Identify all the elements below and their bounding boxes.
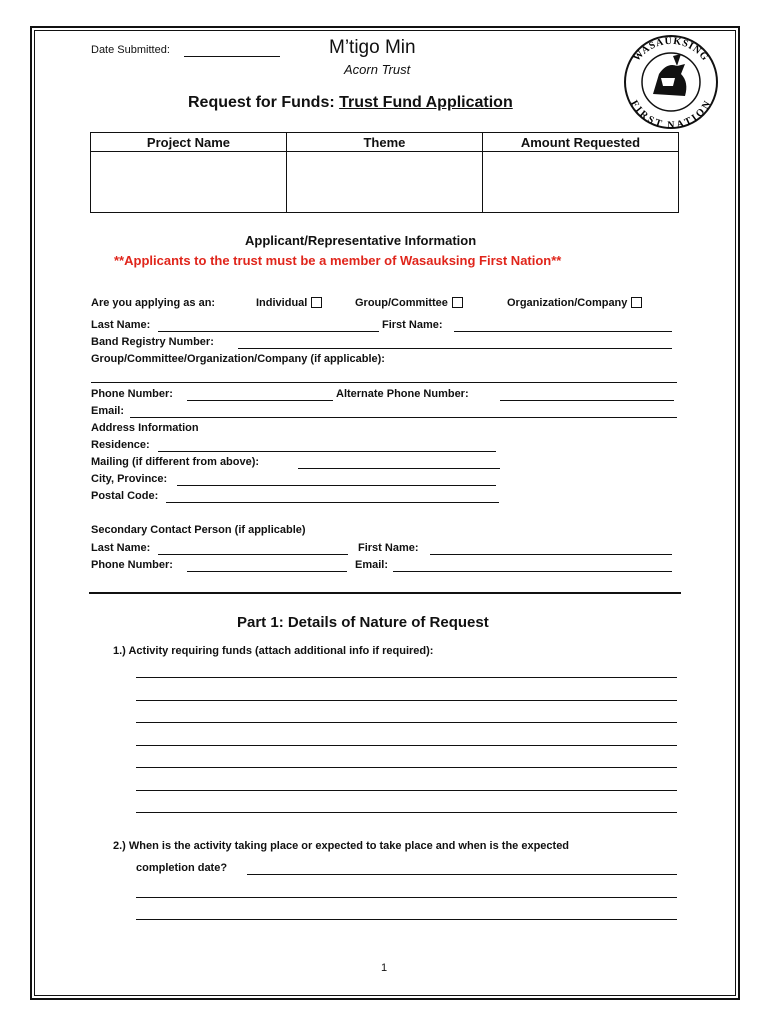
phone-field[interactable] (187, 400, 333, 401)
secondary-last-name-label: Last Name: (91, 542, 151, 554)
city-label: City, Province: (91, 473, 168, 485)
city-field[interactable] (177, 485, 496, 486)
secondary-heading: Secondary Contact Person (if applicable) (91, 524, 306, 536)
mailing-field[interactable] (298, 468, 500, 469)
page-number: 1 (381, 962, 388, 974)
part1-heading: Part 1: Details of Nature of Request (237, 614, 489, 631)
first-name-label: First Name: (382, 319, 443, 331)
applicant-heading: Applicant/Representative Information (245, 233, 477, 248)
membership-notice: **Applicants to the trust must be a member of Wasauksing First Nation** (114, 253, 562, 268)
date-submitted-field[interactable] (184, 56, 280, 57)
residence-field[interactable] (158, 451, 496, 452)
email-field[interactable] (130, 417, 677, 418)
individual-checkbox[interactable] (311, 297, 322, 308)
band-registry-label: Band Registry Number: (91, 336, 214, 348)
org-checkbox[interactable] (631, 297, 642, 308)
project-table (90, 132, 679, 213)
col-theme: Theme (286, 133, 482, 152)
applying-as-label: Are you applying as an: (91, 297, 216, 309)
org-name: M’tigo Min (329, 37, 416, 58)
option-org-label: Organization/Company (507, 297, 628, 309)
last-name-label: Last Name: (91, 319, 151, 331)
q1-answer-line-7[interactable] (136, 812, 677, 813)
q2-answer-line-1[interactable] (247, 874, 677, 875)
q2-answer-line-2[interactable] (136, 897, 677, 898)
form-title (188, 94, 513, 112)
helmet-emblem-icon (653, 54, 686, 96)
project-name-cell[interactable] (91, 152, 287, 213)
secondary-phone-field[interactable] (187, 571, 347, 572)
option-individual-label: Individual (256, 297, 308, 309)
secondary-first-name-label: First Name: (358, 542, 419, 554)
secondary-phone-label: Phone Number: (91, 559, 173, 571)
alt-phone-field[interactable] (500, 400, 674, 401)
amount-requested-cell[interactable] (482, 152, 678, 213)
phone-label: Phone Number: (91, 388, 173, 400)
section-divider (89, 592, 681, 594)
group-checkbox[interactable] (452, 297, 463, 308)
q1-answer-line-1[interactable] (136, 677, 677, 678)
alt-phone-label: Alternate Phone Number: (336, 388, 469, 400)
svg-text:WASAUKSING (631, 36, 710, 64)
mailing-label: Mailing (if different from above): (91, 456, 260, 468)
email-label: Email: (91, 405, 125, 417)
first-name-field[interactable] (454, 331, 672, 332)
form-title-underlined: Trust Fund Application (339, 94, 513, 111)
form-title-prefix: Request for Funds: (188, 94, 340, 111)
address-heading: Address Information (91, 422, 199, 434)
secondary-email-label: Email: (355, 559, 389, 571)
option-group[interactable] (355, 297, 463, 309)
col-project-name: Project Name (91, 133, 287, 152)
q1-answer-line-3[interactable] (136, 722, 677, 723)
q1-answer-line-6[interactable] (136, 790, 677, 791)
col-amount-requested: Amount Requested (482, 133, 678, 152)
secondary-email-field[interactable] (393, 571, 672, 572)
group-org-label: Group/Committee/Organization/Company (if applicable): (91, 353, 385, 365)
q1-answer-line-4[interactable] (136, 745, 677, 746)
question-2-line-1: 2.) When is the activity taking place or expected to take place and when is the expected (113, 840, 570, 852)
svg-text:FIRST NATION (628, 99, 713, 130)
q1-answer-line-5[interactable] (136, 767, 677, 768)
last-name-field[interactable] (158, 331, 379, 332)
secondary-last-name-field[interactable] (158, 554, 348, 555)
org-subtitle: Acorn Trust (344, 62, 411, 77)
secondary-first-name-field[interactable] (430, 554, 672, 555)
theme-cell[interactable] (286, 152, 482, 213)
option-org[interactable] (507, 297, 642, 309)
option-individual[interactable] (256, 297, 322, 309)
date-submitted-label: Date Submitted: (91, 44, 170, 56)
seal-text-bottom: FIRST NATION (628, 98, 714, 130)
q1-answer-line-2[interactable] (136, 700, 677, 701)
group-org-field[interactable] (91, 382, 677, 383)
residence-label: Residence: (91, 439, 150, 451)
option-group-label: Group/Committee (355, 297, 448, 309)
postal-label: Postal Code: (91, 490, 159, 502)
seal-text-top: WASAUKSING (631, 35, 711, 64)
question-2-line-2: completion date? (136, 862, 228, 874)
q2-answer-line-3[interactable] (136, 919, 677, 920)
band-registry-field[interactable] (238, 348, 672, 349)
wasauksing-seal-logo (615, 34, 727, 130)
question-1: 1.) Activity requiring funds (attach additional info if required): (113, 645, 434, 657)
postal-field[interactable] (166, 502, 499, 503)
